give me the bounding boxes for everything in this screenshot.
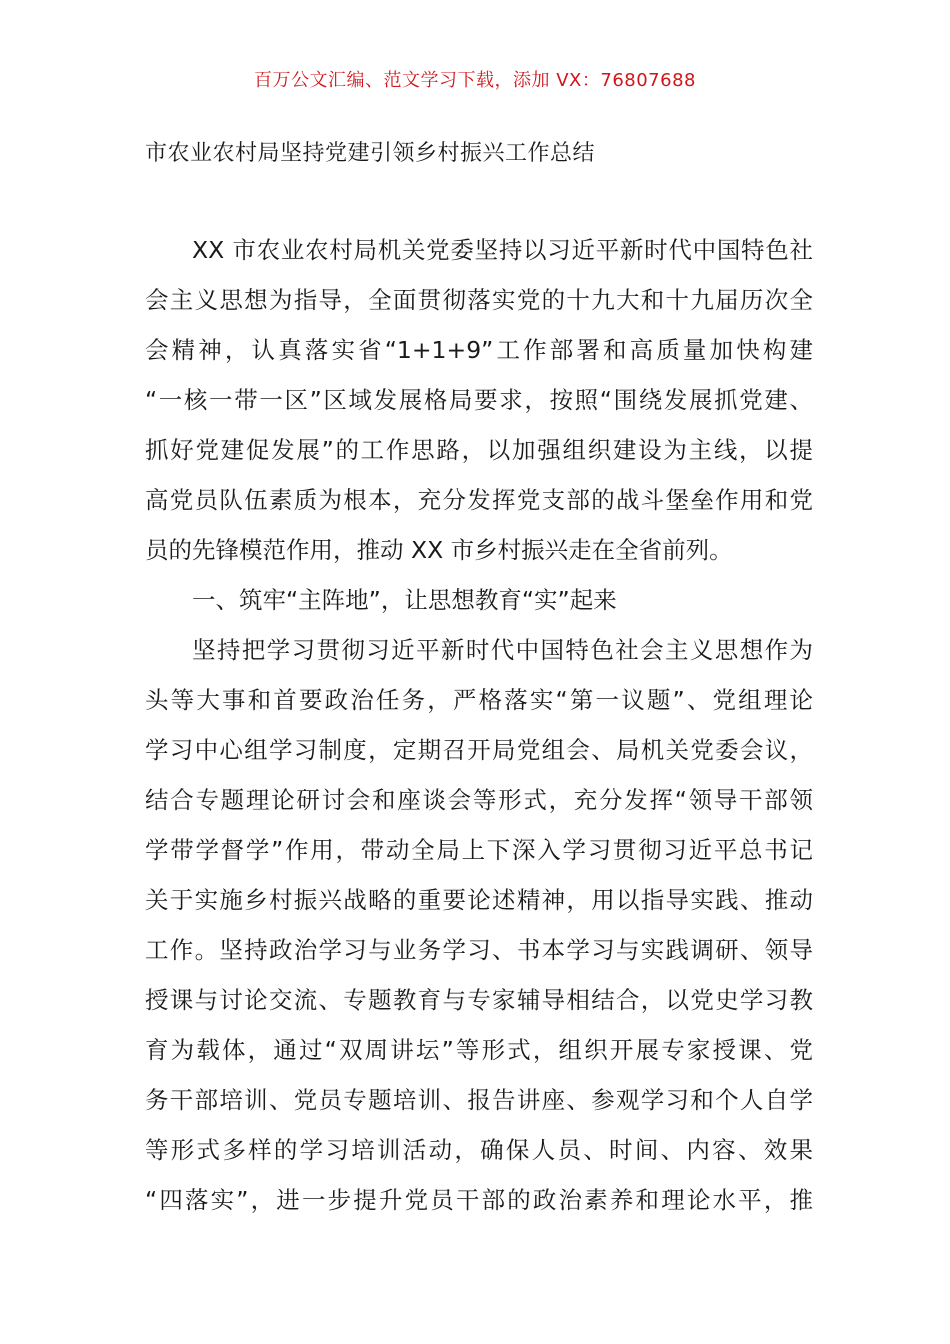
- paragraph-2-line-7: 工作。坚持政治学习与业务学习、书本学习与实践调研、领导: [145, 936, 813, 964]
- paragraph-1-line-4: “一核一带一区”区域发展格局要求，按照“围绕发展抓党建、: [145, 386, 813, 414]
- document-body: [145, 228, 813, 1228]
- paragraph-2-line-8: 授课与讨论交流、专题教育与专家辅导相结合，以党史学习教: [145, 986, 813, 1014]
- paragraph-1-line-6: 高党员队伍素质为根本，充分发挥党支部的战斗堡垒作用和党: [145, 486, 813, 514]
- paragraph-2-line-10: 务干部培训、党员专题培训、报告讲座、参观学习和个人自学: [145, 1086, 813, 1114]
- download-banner: 百万公文汇编、范文学习下载，添加 VX：76807688: [254, 70, 696, 91]
- paragraph-2-line-1: 坚持把学习贯彻习近平新时代中国特色社会主义思想作为: [192, 636, 813, 664]
- paragraph-2-line-5: 学带学督学”作用，带动全局上下深入学习贯彻习近平总书记: [145, 836, 813, 864]
- paragraph-1-line-7: 员的先锋模范作用，推动 XX 市乡村振兴走在全省前列。: [145, 536, 733, 564]
- paragraph-2-line-12: “四落实”，进一步提升党员干部的政治素养和理论水平，推: [145, 1186, 813, 1214]
- paragraph-1-line-3: 会精神，认真落实省“1+1+9”工作部署和高质量加快构建: [145, 336, 813, 364]
- document-title: 市农业农村局坚持党建引领乡村振兴工作总结: [145, 141, 596, 166]
- section-heading-1: 一、筑牢“主阵地”，让思想教育“实”起来: [192, 586, 617, 614]
- paragraph-2-line-4: 结合专题理论研讨会和座谈会等形式，充分发挥“领导干部领: [145, 786, 813, 814]
- paragraph-2-line-11: 等形式多样的学习培训活动，确保人员、时间、内容、效果: [145, 1136, 813, 1164]
- paragraph-2-line-2: 头等大事和首要政治任务，严格落实“第一议题”、党组理论: [145, 686, 813, 714]
- paragraph-1-line-5: 抓好党建促发展”的工作思路，以加强组织建设为主线，以提: [145, 436, 813, 464]
- paragraph-2-line-6: 关于实施乡村振兴战略的重要论述精神，用以指导实践、推动: [145, 886, 813, 914]
- paragraph-2-line-9: 育为载体，通过“双周讲坛”等形式，组织开展专家授课、党: [145, 1036, 813, 1064]
- paragraph-2-line-3: 学习中心组学习制度，定期召开局党组会、局机关党委会议，: [145, 736, 813, 764]
- paragraph-1-line-1: XX 市农业农村局机关党委坚持以习近平新时代中国特色社: [192, 236, 813, 264]
- paragraph-1-line-2: 会主义思想为指导，全面贯彻落实党的十九大和十九届历次全: [145, 286, 813, 314]
